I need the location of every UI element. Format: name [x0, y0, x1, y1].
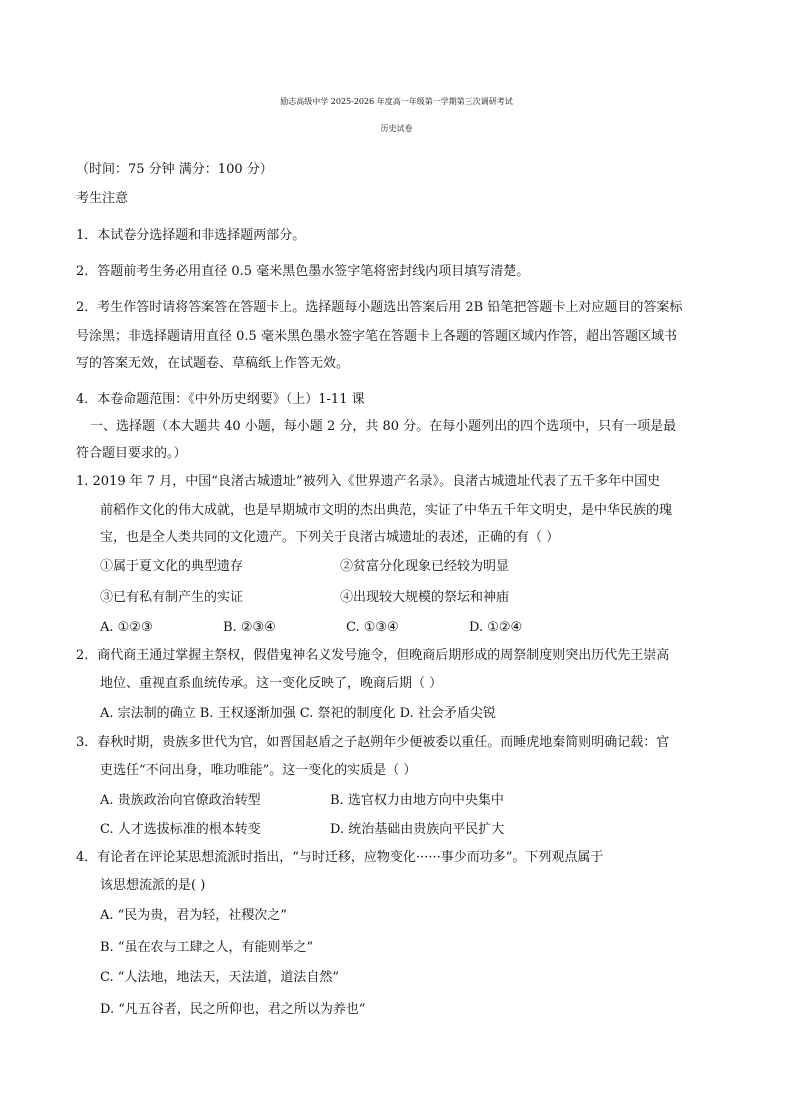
q3-stem-1: 3．春秋时期，贵族多世代为官，如晋国赵盾之子赵朔年少便被委以重任。而睡虎地秦简则明确记载：官 [76, 735, 670, 750]
q4-option-c: C. “人法地，地法天，天法道，道法自然” [100, 970, 340, 985]
notice-item-1: 1．本试卷分选择题和非选择题两部分。 [76, 228, 306, 243]
q3-option-c: C. 人才选拔标准的根本转变 [100, 822, 261, 837]
q4-option-b: B. “虽在农与工肆之人，有能则举之” [100, 940, 314, 955]
q3-option-b: B. 选官权力由地方向中央集中 [330, 793, 504, 808]
q1-statement-2: ②贫富分化现象已经较为明显 [340, 559, 510, 574]
q2-stem-2: 地位、重视直系血统传承。这一变化反映了，晚商后期（ ） [100, 676, 443, 691]
q1-option-d: D. ①②④ [469, 620, 523, 635]
section-instructions: 一、选择题（本大题共 40 小题，每小题 2 分，共 80 分。在每小题列出的四个选项中，只有一项是最 [90, 419, 677, 434]
q3-stem-2: 吏选任“不问出身，唯功唯能”。这一变化的实质是（ ） [100, 763, 417, 778]
q3-option-a: A. 贵族政治向官僚政治转型 [100, 793, 261, 808]
q1-option-b: B. ②③④ [223, 620, 276, 635]
q1-option-c: C. ①③④ [346, 620, 399, 635]
notice-item-3: 2．考生作答时请将答案答在答题卡上。选择题每小题选出答案后用 2B 铅笔把答题卡上对应题目的答案标 [76, 300, 683, 315]
exam-title: 励志高级中学 2025-2026 年度高一年级第一学期第三次调研考试 [280, 97, 513, 106]
notice-item-4: 4．本卷命题范围：《中外历史纲要》（上）1-11 课 [76, 392, 365, 407]
notice-item-3-cont1: 号涂黑；非选择题请用直径 0.5 毫米黑色墨水签字笔在答题卡上各题的答题区域内作答，超出答题区域书 [76, 329, 677, 344]
section-instructions-cont: 符合题目要求的。） [76, 446, 187, 461]
notice-item-3-cont2: 写的答案无效，在试题卷、草稿纸上作答无效。 [76, 356, 350, 371]
q1-statement-4: ④出现较大规模的祭坛和神庙 [340, 590, 510, 605]
q3-option-d: D. 统治基础由贵族向平民扩大 [330, 822, 505, 837]
q1-option-a: A. ①②③ [100, 620, 153, 635]
q1-stem-1: 1. 2019 年 7 月，中国“良渚古城遗址”被列入《世界遗产名录》。良渚古城遗址代表了五千多年中国史 [76, 474, 661, 489]
q4-option-a: A. “民为贵，君为轻，社稷次之” [100, 908, 287, 923]
q1-statement-3: ③已有私有制产生的实证 [100, 590, 244, 605]
q2-options: A. 宗法制的确立 B. 王权逐渐加强 C. 祭祀的制度化 D. 社会矛盾尖锐 [100, 706, 496, 721]
q1-stem-3: 宝，也是全人类共同的文化遗产。下列关于良渚古城遗址的表述，正确的有（ ） [100, 530, 560, 545]
q1-stem-2: 前稻作文化的伟大成就，也是早期城市文明的杰出典范，实证了中华五千年文明史，是中华民族的瑰 [100, 503, 673, 518]
time-info: （时间：75 分钟 满分：100 分） [76, 162, 273, 177]
notice-heading: 考生注意 [76, 191, 129, 206]
q2-stem-1: 2．商代商王通过掌握主祭权，假借鬼神名义发号施令，但晚商后期形成的周祭制度则突出历代先王崇高 [76, 648, 670, 663]
notice-item-2: 2．答题前考生务必用直径 0.5 毫米黑色墨水签字笔将密封线内项目填写清楚。 [76, 264, 530, 279]
q4-stem-2: 该思想流派的是( ) [100, 878, 206, 893]
q4-stem-1: 4．有论者在评论某思想流派时指出，“与时迁移，应物变化······事少而功多”。下列观点属于 [76, 850, 604, 865]
q1-statement-1: ①属于夏文化的典型遗存 [100, 559, 244, 574]
q4-option-d: D. “凡五谷者，民之所仰也，君之所以为养也” [100, 1002, 366, 1017]
exam-subtitle: 历史试卷 [380, 124, 413, 133]
